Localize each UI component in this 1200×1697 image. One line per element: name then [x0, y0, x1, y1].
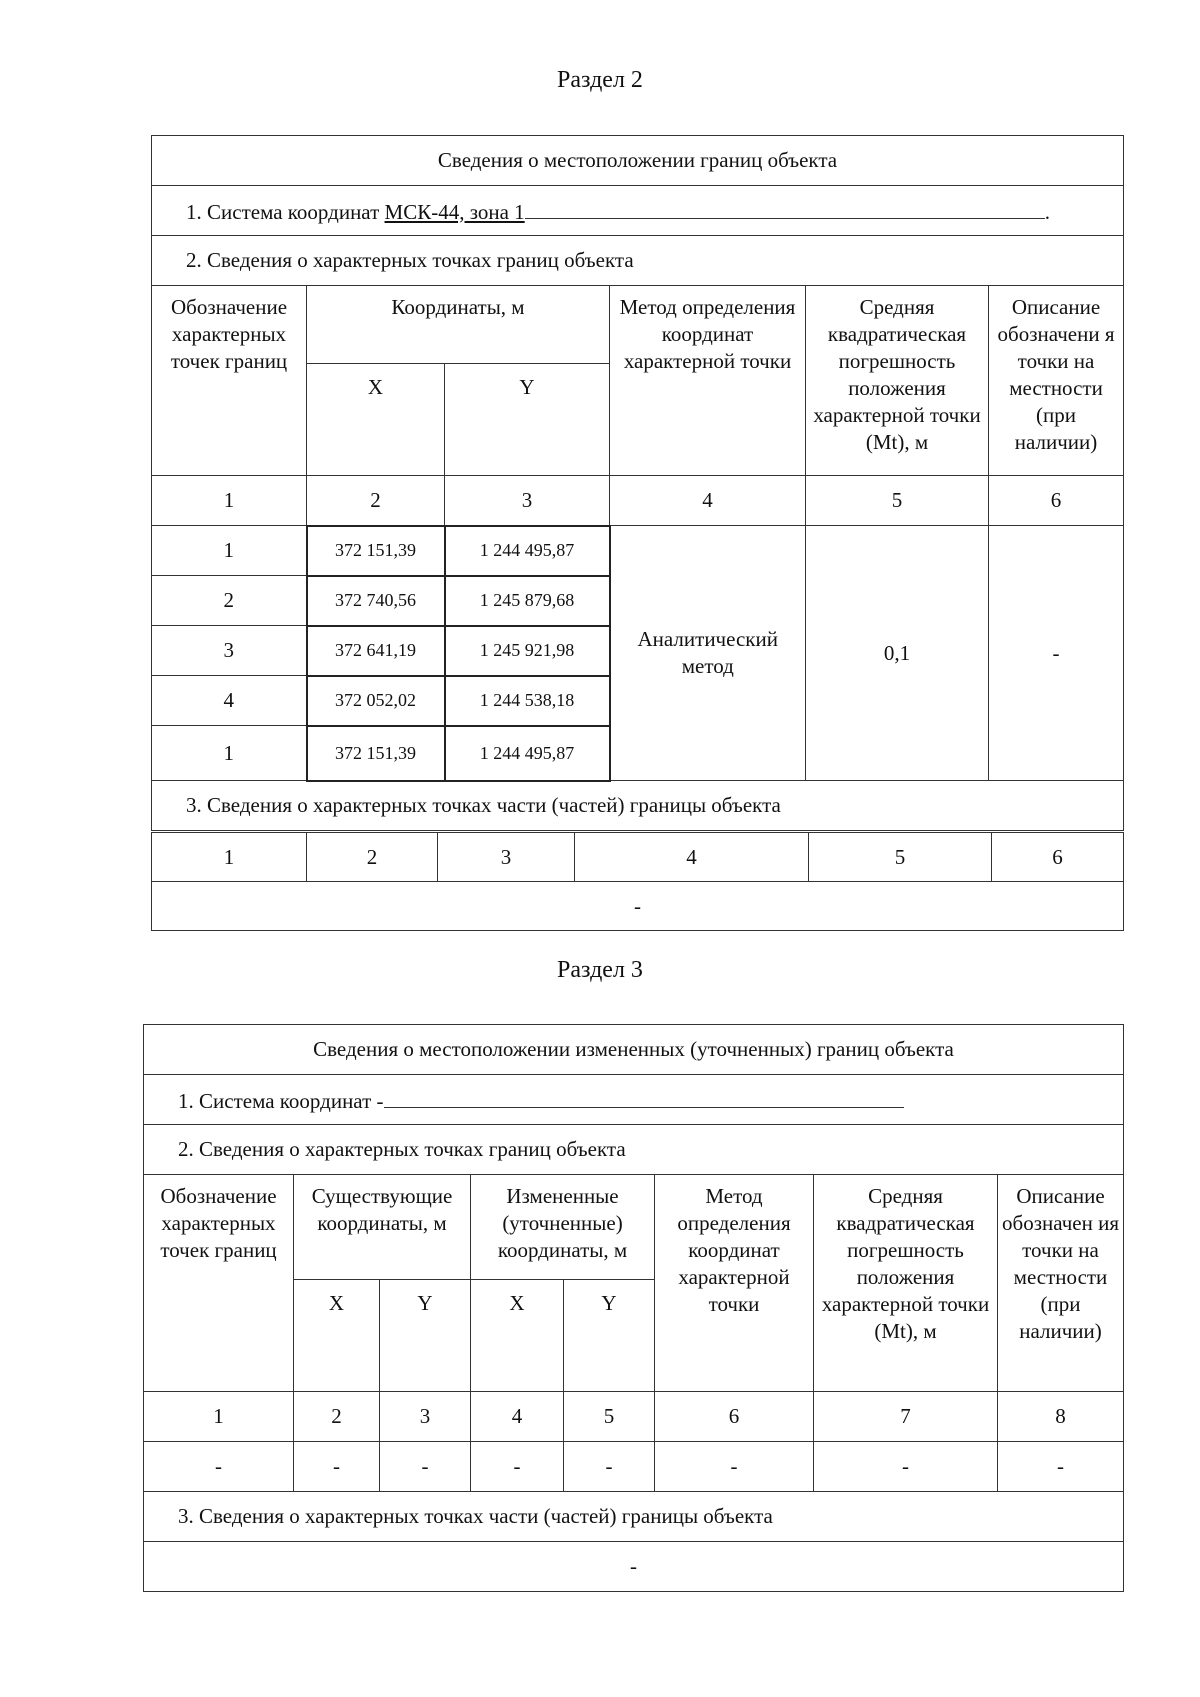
point-x: 372 052,02: [307, 676, 445, 726]
empty-value: -: [380, 1442, 471, 1492]
section-3-title: Раздел 3: [557, 957, 643, 983]
empty-value: -: [144, 1442, 294, 1492]
point-x: 372 151,39: [307, 526, 445, 576]
section-3-table-title: Сведения о местоположении измененных (уточненных) границ объекта: [144, 1025, 1124, 1075]
fill-line: [525, 196, 1045, 219]
col-number: 8: [998, 1392, 1124, 1442]
col-number: 3: [380, 1392, 471, 1442]
empty-value: -: [564, 1442, 655, 1492]
parts-col-number: 5: [809, 833, 992, 882]
section-2-parts-table: [151, 832, 1124, 931]
point-id: 2: [152, 576, 307, 626]
col-number: 5: [806, 476, 989, 526]
header-changed-coordinates: Измененные (уточненные) координаты, м: [471, 1175, 655, 1280]
coordinate-system-end: .: [1044, 199, 1050, 224]
point-y: 1 245 879,68: [445, 576, 610, 626]
col-number: 7: [814, 1392, 998, 1442]
parts-heading: 3. Сведения о характерных точках части (частей) границы объекта: [144, 1492, 1124, 1542]
header-x: X: [307, 364, 445, 476]
parts-heading: 3. Сведения о характерных точках части (частей) границы объекта: [152, 781, 1124, 831]
point-x: 372 151,39: [307, 726, 445, 781]
parts-col-number: 1: [152, 833, 307, 882]
header-method: Метод определения координат характерной точки: [610, 286, 806, 476]
header-y: Y: [445, 364, 610, 476]
header-existing-coordinates: Существующие координаты, м: [294, 1175, 471, 1280]
parts-col-number: 3: [438, 833, 575, 882]
header-x-changed: X: [471, 1280, 564, 1392]
empty-value: -: [294, 1442, 380, 1492]
coordinate-system-label: 1. Система координат: [186, 199, 385, 224]
empty-value: -: [998, 1442, 1124, 1492]
col-number: 2: [294, 1392, 380, 1442]
header-y-changed: Y: [564, 1280, 655, 1392]
method-value: Аналитический метод: [610, 526, 806, 781]
col-number: 3: [445, 476, 610, 526]
point-y: 1 244 495,87: [445, 726, 610, 781]
section-2-table-title: Сведения о местоположении границ объекта: [152, 136, 1124, 186]
section-2-table: [151, 135, 1124, 831]
point-id: 1: [152, 726, 307, 781]
col-number: 4: [610, 476, 806, 526]
coordinate-system-row: [144, 1075, 1124, 1125]
header-designation: Обозначение характерных точек границ: [152, 286, 307, 476]
point-y: 1 244 495,87: [445, 526, 610, 576]
header-error: Средняя квадратическая погрешность положения характерной точки (Mt), м: [806, 286, 989, 476]
point-x: 372 641,19: [307, 626, 445, 676]
coordinate-system-row: [152, 186, 1124, 236]
point-id: 3: [152, 626, 307, 676]
empty-value: -: [655, 1442, 814, 1492]
header-designation: Обозначение характерных точек границ: [144, 1175, 294, 1392]
point-y: 1 244 538,18: [445, 676, 610, 726]
description-value: -: [989, 526, 1124, 781]
coordinate-system-value: МСК-44, зона 1: [384, 199, 525, 224]
header-description: Описание обозначен ия точки на местности (при наличии): [998, 1175, 1124, 1392]
col-number: 1: [144, 1392, 294, 1442]
col-number: 2: [307, 476, 445, 526]
point-x: 372 740,56: [307, 576, 445, 626]
col-number: 6: [989, 476, 1124, 526]
section-2-title: Раздел 2: [557, 67, 643, 93]
parts-value: -: [144, 1542, 1124, 1592]
col-number: 4: [471, 1392, 564, 1442]
section-3-table: [143, 1024, 1124, 1592]
empty-value: -: [471, 1442, 564, 1492]
empty-value: -: [814, 1442, 998, 1492]
col-number: 1: [152, 476, 307, 526]
col-number: 5: [564, 1392, 655, 1442]
parts-col-number: 6: [992, 833, 1124, 882]
header-method: Метод определения координат характерной точки: [655, 1175, 814, 1392]
header-x-existing: X: [294, 1280, 380, 1392]
point-id: 4: [152, 676, 307, 726]
fill-line: [384, 1085, 904, 1108]
header-coordinates: Координаты, м: [307, 286, 610, 364]
point-y: 1 245 921,98: [445, 626, 610, 676]
coordinate-system-label: 1. Система координат -: [178, 1088, 384, 1113]
parts-col-number: 2: [307, 833, 438, 882]
col-number: 6: [655, 1392, 814, 1442]
header-description: Описание обозначени я точки на местности (при наличии): [989, 286, 1124, 476]
parts-value: -: [152, 882, 1124, 931]
point-id: 1: [152, 526, 307, 576]
points-heading: 2. Сведения о характерных точках границ объекта: [152, 236, 1124, 286]
error-value: 0,1: [806, 526, 989, 781]
points-heading: 2. Сведения о характерных точках границ объекта: [144, 1125, 1124, 1175]
header-error: Средняя квадратическая погрешность положения характерной точки (Mt), м: [814, 1175, 998, 1392]
header-y-existing: Y: [380, 1280, 471, 1392]
parts-col-number: 4: [575, 833, 809, 882]
